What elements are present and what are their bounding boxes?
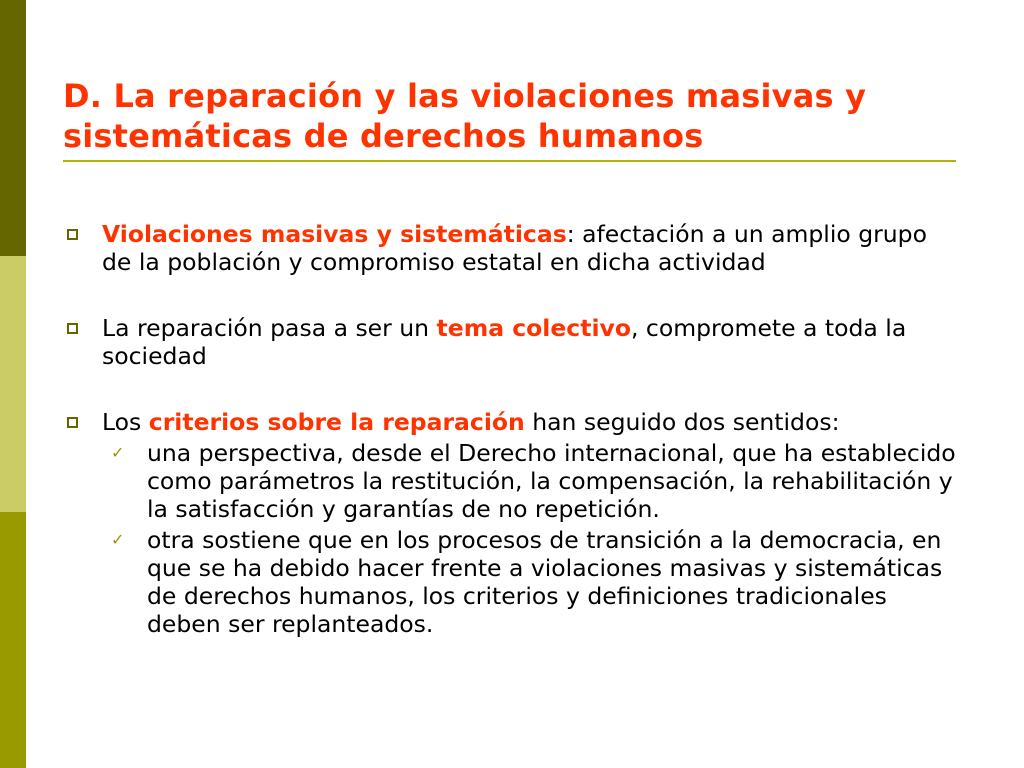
sidebar-segment-mid [0,512,26,768]
checkmark-icon: ✓ [111,443,125,462]
title-divider [63,160,956,162]
sidebar-segment-dark [0,0,26,256]
slide-content [63,220,963,641]
bullet-1-highlight: Violaciones masivas y sistemáticas [102,220,567,248]
sidebar-segment-light [0,256,26,512]
bullet-1-text: : afectación a un amplio grupo de la población y compromiso estatal en dicha actividad [102,220,927,276]
square-bullet-icon [67,229,78,240]
square-bullet-icon [67,323,78,334]
bullet-3-text-before: Los [102,408,149,436]
bullet-item-1 [63,220,963,276]
sub-bullet-2-text: otra sostiene que en los procesos de transición a la democracia, en que se ha debido hacer frente a violaciones masivas y sistemáticas de derechos humanos, los criterios y definiciones tradicionales deben ser replanteados. [147,526,943,638]
sub-bullet-item-2 [63,526,963,638]
bullet-3-text-after: han seguido dos sentidos: [524,408,840,436]
sidebar-color-band [0,0,26,768]
bullet-2-text-after: , compromete a toda la sociedad [102,314,907,370]
slide-title-line-1: D. La reparación y las violaciones masivas y [63,77,867,115]
checkmark-icon: ✓ [111,530,125,549]
sub-bullet-list [63,439,963,638]
bullet-item-3 [63,408,963,436]
bullet-2-text-before: La reparación pasa a ser un [102,314,437,342]
bullet-3-highlight: criterios sobre la reparación [148,408,525,436]
square-bullet-icon [67,417,78,428]
sub-bullet-item-1 [63,439,963,523]
slide-title [63,76,963,156]
sub-bullet-1-text: una perspectiva, desde el Derecho internacional, que ha establecido como parámetros la restitución, la compensación, la rehabilitación y la satisfacción y garantías de no repetición. [147,439,956,523]
bullet-item-2 [63,314,963,370]
slide-title-line-2: sistemáticas de derechos humanos [63,117,704,155]
bullet-2-highlight: tema colectivo [436,314,631,342]
